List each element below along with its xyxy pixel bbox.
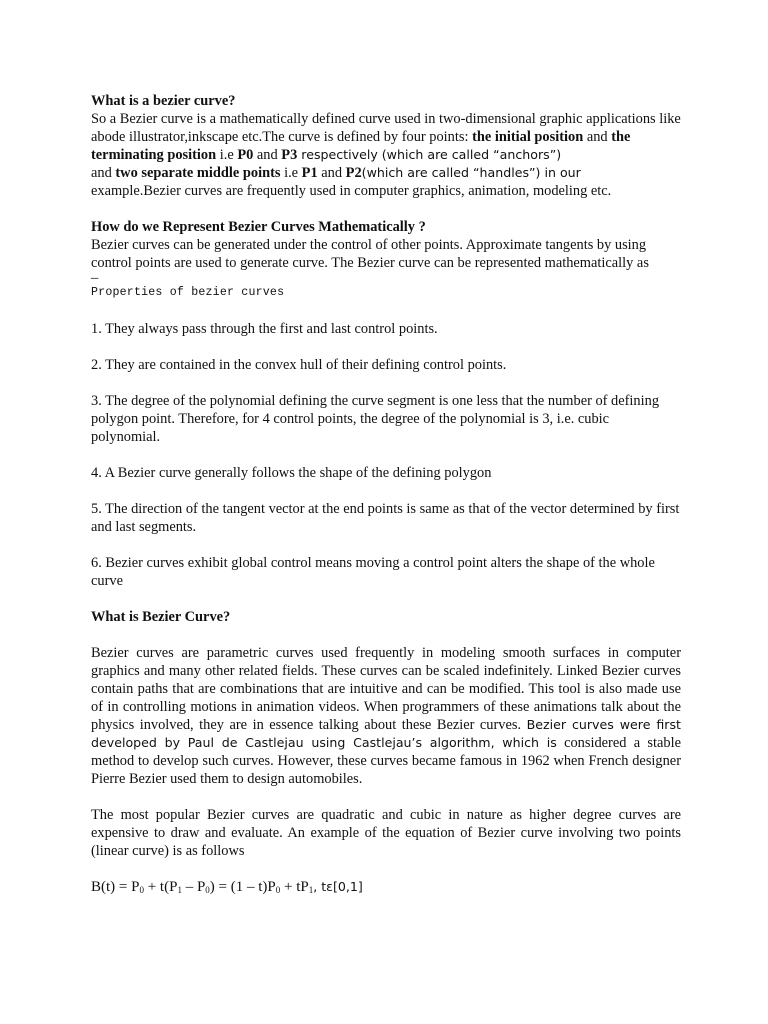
text-fragment: and: [253, 147, 282, 163]
spacer: [91, 338, 681, 356]
linear-equation: [91, 878, 681, 896]
bold-two-middle-points: two separate middle points: [115, 165, 281, 181]
eq-subscript: 0: [139, 885, 144, 895]
dash-line: –: [91, 270, 99, 286]
spacer: [91, 374, 681, 392]
anchors-text: respectively (which are called “anchors”): [297, 147, 562, 162]
bold-p2: P2: [345, 165, 362, 181]
parametric-text-a: Bezier curves are parametric curves used frequently in modeling smooth surfaces in computer graphics and many other related fields. These curves can be scaled indefinitely. Linked Bezier curves contain paths that are combinations that are intuitive and can be modified. This tool is also made use of in controlling motions in animation videos. When programmers of these animations talk about the physics involved, they are in essence talking about these Bezier curves.: [91, 645, 681, 733]
spacer: [91, 590, 681, 608]
text-fragment: and: [583, 129, 612, 145]
spacer: [91, 302, 681, 320]
property-item-4: 4. A Bezier curve generally follows the shape of the defining polygon: [91, 465, 492, 481]
property-item-5: 5. The direction of the tangent vector at the end points is same as that of the vector determined by first and last segments.: [91, 501, 680, 535]
text-fragment: and: [91, 165, 116, 181]
property-item-1: 1. They always pass through the first and last control points.: [91, 321, 438, 337]
eq-part: + tP: [280, 879, 309, 895]
spacer: [91, 860, 681, 878]
bold-initial-position: the initial position: [472, 129, 584, 145]
section-heading-what-is-bezier-curve: What is Bezier Curve?: [91, 609, 231, 625]
bold-terminating-position: the terminating position: [91, 129, 631, 163]
intro-end-text: example.Bezier curves are frequently used in computer graphics, animation, modeling etc.: [91, 183, 612, 199]
text-fragment: i.e: [216, 147, 238, 163]
parametric-text-c: considered a stable method to develop such curves. However, these curves became famous in 1962 when French designer Pierre Bezier used them to design automobiles.: [91, 735, 681, 787]
spacer: [91, 788, 681, 806]
property-item-2: 2. They are contained in the convex hull of their defining control points.: [91, 357, 507, 373]
spacer: [91, 482, 681, 500]
eq-subscript: 1: [308, 885, 314, 895]
representation-paragraph: Bezier curves can be generated under the control of other points. Approximate tangents by using control points are used to generate curve. The Bezier curve can be represented mathematically as: [91, 237, 649, 271]
eq-subscript: 1: [177, 885, 182, 895]
handles-text: (which are called “handles”) in our: [361, 165, 581, 180]
text-fragment: i.e: [280, 165, 302, 181]
spacer: [91, 446, 681, 464]
spacer: [91, 200, 681, 218]
eq-subscript: 0: [205, 885, 210, 895]
bold-p0: P0: [237, 147, 254, 163]
castlejau-text: Bezier curves were first developed by Paul de Castlejau using Castlejau’s algorithm, which is: [91, 717, 681, 750]
intro-paragraph: [91, 110, 681, 200]
eq-part: B(t) = P: [91, 879, 140, 895]
eq-part: + t(P: [143, 879, 178, 895]
document-page: [91, 92, 681, 896]
eq-part: ) = (1 – t)P: [209, 879, 276, 895]
eq-part: – P: [181, 879, 206, 895]
eq-subscript: 0: [275, 885, 281, 895]
bold-p1: P1: [301, 165, 318, 181]
properties-label: Properties of bezier curves: [91, 286, 285, 299]
spacer: [91, 626, 681, 644]
popular-curves-paragraph: The most popular Bezier curves are quadratic and cubic in nature as higher degree curves are expensive to draw and evaluate. An example of the equation of Bezier curve involving two points (linear curve) is as follows: [91, 807, 681, 859]
text-fragment: and: [317, 165, 346, 181]
section-heading-represent-mathematically: How do we Represent Bezier Curves Mathematically ?: [91, 219, 426, 235]
bold-p3: P3: [281, 147, 298, 163]
eq-range: , tε[0,1]: [313, 879, 363, 894]
property-item-3: 3. The degree of the polynomial defining the curve segment is one less that the number of defining polygon point. Therefore, for 4 control points, the degree of the polynomial is 3, i.e. cubic polynomial.: [91, 393, 660, 445]
spacer: [91, 536, 681, 554]
property-item-6: 6. Bezier curves exhibit global control means moving a control point alters the shape of the whole curve: [91, 555, 655, 589]
section-heading-what-is-bezier: What is a bezier curve?: [91, 93, 236, 109]
parametric-paragraph: [91, 644, 681, 788]
intro-text: So a Bezier curve is a mathematically defined curve used in two-dimensional graphic applications like abode illustrator,inkscape etc.The curve is defined by four points:: [91, 111, 681, 145]
